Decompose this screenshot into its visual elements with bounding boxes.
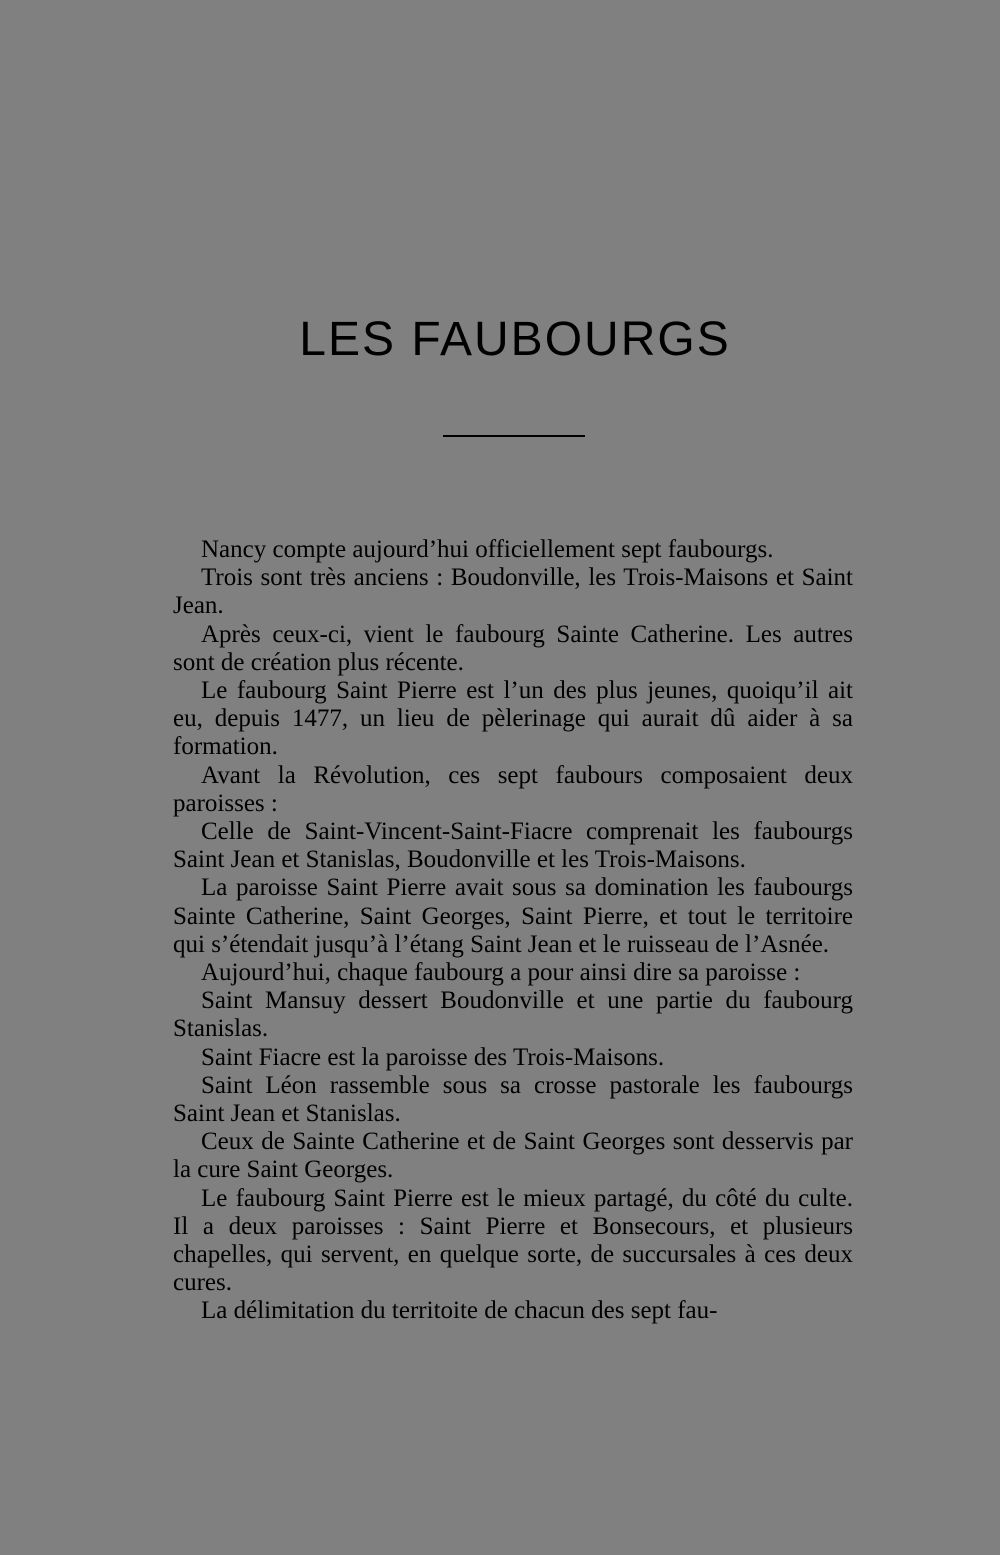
paragraph: Aujourd’hui, chaque faubourg a pour ainsi dire sa paroisse :	[201, 959, 801, 987]
paragraph: Avant la Révolution, ces sept faubours composaient deux paroisses :	[173, 761, 853, 817]
paragraph: Nancy compte aujourd’hui officiellement sept faubourgs.	[201, 536, 774, 563]
paragraph: Après ceux-ci, vient le faubourg Sainte Catherine. Les autres sont de création plus récente.	[173, 620, 853, 676]
paragraph: Saint Mansuy dessert Boudonville et une partie du faubourg Stanislas.	[173, 987, 853, 1043]
paragraph: La délimitation du territoite de chacun des sept fau-	[201, 1297, 718, 1325]
paragraph: Ceux de Sainte Catherine et de Saint Georges sont desservis par la cure Saint Georges.	[173, 1128, 853, 1184]
paragraph: Celle de Saint-Vincent-Saint-Fiacre comprenait les faubourgs Saint Jean et Stanislas, Boudonville et les Trois-Maisons.	[173, 818, 853, 874]
paragraph: Le faubourg Saint Pierre est l’un des plus jeunes, quoiqu’il ait eu, depuis 1477, un lieu de pèlerinage qui aurait dû aider à sa formation.	[173, 677, 853, 761]
paragraph: Saint Léon rassemble sous sa crosse pastorale les faubourgs Saint Jean et Stanislas.	[173, 1071, 853, 1128]
paragraph: Trois sont très anciens : Boudonville, les Trois-Maisons et Saint Jean.	[173, 564, 853, 620]
paragraph: La paroisse Saint Pierre avait sous sa domination les faubourgs Sainte Catherine, Saint Georges, Saint Pierre, et tout le territoire qui s’étendait jusqu’à l’étang Saint Jean et le ruisseau de l’Asnée.	[173, 874, 853, 958]
chapter-title: LES FAUBOURGS	[299, 313, 731, 366]
paragraph: Le faubourg Saint Pierre est le mieux partagé, du côté du culte. Il a deux paroisses : Saint Pierre et Bonsecours, et plusieurs chapelles, qui servent, en quelque sorte, de succursales à ces deux cures.	[173, 1184, 853, 1297]
title-divider	[443, 435, 585, 437]
body-text	[173, 536, 853, 1326]
paragraph: Saint Fiacre est la paroisse des Trois-Maisons.	[201, 1043, 665, 1071]
